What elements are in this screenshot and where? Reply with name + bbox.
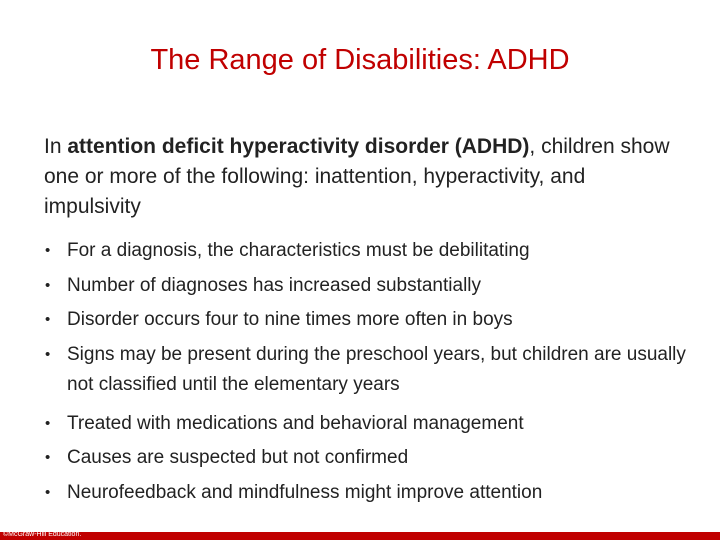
bullet-text: For a diagnosis, the characteristics must be debilitating [67, 240, 530, 261]
bullet-text: Causes are suspected but not confirmed [67, 447, 409, 468]
bullet-item [44, 236, 704, 271]
copyright-notice: ©McGraw-Hill Education. [3, 531, 82, 538]
bullet-dot-icon: • [45, 449, 51, 466]
bullet-item [44, 271, 704, 306]
bullet-text: Treated with medications and behavioral management [67, 412, 524, 434]
bullet-item [44, 305, 704, 340]
bullet-item [44, 443, 704, 478]
footer-bar [0, 532, 720, 540]
bullet-text: Number of diagnoses has increased substantially [67, 274, 482, 296]
slide-title: The Range of Disabilities: ADHD [150, 44, 570, 76]
bullet-dot-icon: • [45, 345, 51, 363]
bullet-dot-icon: • [45, 483, 51, 501]
intro-paragraph [44, 132, 684, 222]
intro-prefix: In [44, 135, 68, 158]
bullet-dot-icon: • [45, 414, 51, 432]
bullet-text: Neurofeedback and mindfulness might improve attention [67, 481, 543, 503]
bullet-dot-icon: • [45, 276, 51, 294]
bullet-list [44, 236, 704, 512]
bullet-item [44, 478, 704, 513]
bullet-item [44, 340, 704, 409]
bullet-text: Signs may be present during the preschool years, but children are usually not classified until the elementary years [67, 343, 686, 395]
bullet-text: Disorder occurs four to nine times more often in boys [67, 309, 513, 330]
intro-term: attention deficit hyperactivity disorder (ADHD) [67, 135, 530, 158]
bullet-item [44, 409, 704, 444]
bullet-dot-icon: • [45, 242, 51, 259]
bullet-dot-icon: • [45, 311, 51, 328]
intro-suffix: , children show one or more of the following: inattention, hyperactivity, and impulsivity [44, 135, 670, 218]
